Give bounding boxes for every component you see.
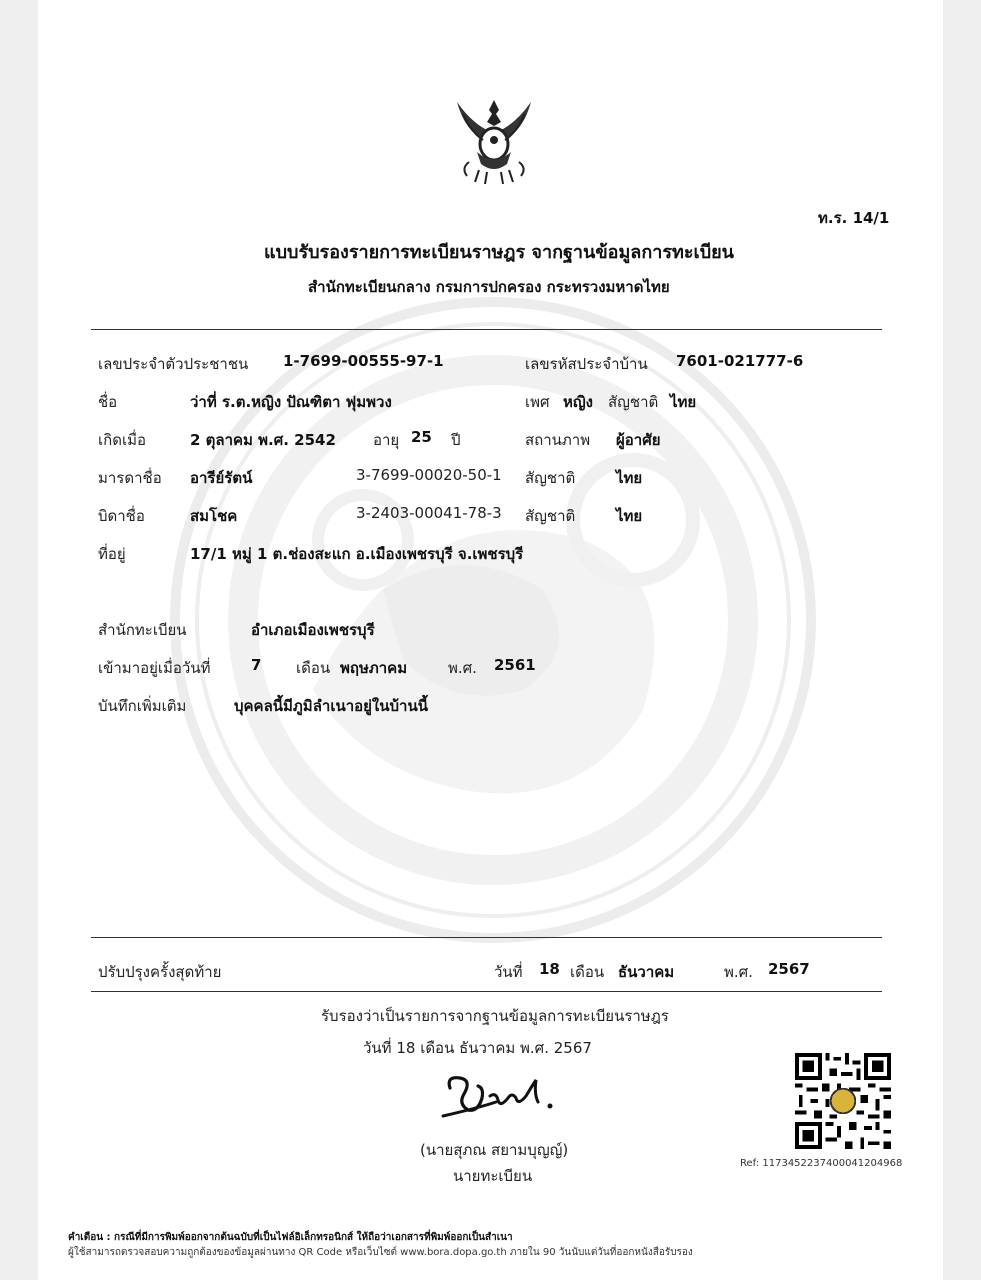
address-label: ที่อยู่ <box>98 545 126 563</box>
movein-day: 7 <box>251 656 262 674</box>
reference-number: Ref: 1173452237400041204968 <box>740 1158 903 1169</box>
movein-year-label: พ.ศ. <box>448 659 477 677</box>
divider-updated-bottom <box>91 991 882 992</box>
movein-month: พฤษภาคม <box>340 659 408 677</box>
document-sheet <box>38 0 943 1280</box>
movein-label: เข้ามาอยู่เมื่อวันที่ <box>98 659 211 677</box>
sex-label: เพศ <box>525 393 550 411</box>
warning-line1: คำเตือน : กรณีที่มีการพิมพ์ออกจากต้นฉบับที่เป็นไฟล์อิเล็กทรอนิกส์ ให้ถือว่าเอกสารที่พิมพ์ออกเป็นสำเนา <box>68 1232 513 1243</box>
form-code: ท.ร. 14/1 <box>818 209 890 227</box>
updated-day-label: วันที่ <box>494 963 523 981</box>
mother-name: อารีย์รัตน์ <box>190 469 253 487</box>
note-value: บุคคลนี้มีภูมิลำเนาอยู่ในบ้านนี้ <box>234 697 428 715</box>
father-nationality-value: ไทย <box>616 507 643 525</box>
name-label: ชื่อ <box>98 393 118 411</box>
address-value: 17/1 หมู่ 1 ต.ช่องสะแก อ.เมืองเพชรบุรี จ.เพชรบุรี <box>190 545 524 563</box>
nationality-value: ไทย <box>670 393 697 411</box>
birth-value: 2 ตุลาคม พ.ศ. 2542 <box>190 431 336 449</box>
registrar-signature <box>438 1068 578 1128</box>
registrar-title: นายทะเบียน <box>453 1167 533 1185</box>
garuda-emblem-icon <box>449 92 539 187</box>
nationality-label: สัญชาติ <box>608 393 659 411</box>
movein-month-label: เดือน <box>296 659 331 677</box>
mother-nationality-value: ไทย <box>616 469 643 487</box>
mother-nationality-label: สัญชาติ <box>525 469 576 487</box>
father-label: บิดาชื่อ <box>98 507 145 525</box>
registrar-name: (นายสุภณ สยามบุญญ์) <box>420 1141 569 1159</box>
birth-label: เกิดเมื่อ <box>98 431 146 449</box>
office-label: สำนักทะเบียน <box>98 621 187 639</box>
certify-line1: รับรองว่าเป็นรายการจากฐานข้อมูลการทะเบียนราษฎร <box>321 1007 669 1025</box>
father-nationality-label: สัญชาติ <box>525 507 576 525</box>
warning-line2: ผู้ใช้สามารถตรวจสอบความถูกต้องของข้อมูลผ่านทาง QR Code หรือเว็บไซต์ www.bora.dopa.go.th ภายใน 90 วันนับแต่วันที่ออกหนังสือรับรอง <box>68 1247 693 1258</box>
certify-line2: วันที่ 18 เดือน ธันวาคม พ.ศ. 2567 <box>363 1039 592 1057</box>
age-value: 25 <box>411 428 432 446</box>
sex-value: หญิง <box>563 393 593 411</box>
document-title: แบบรับรองรายการทะเบียนราษฎร จากฐานข้อมูลการทะเบียน <box>264 242 734 263</box>
updated-month-label: เดือน <box>570 963 605 981</box>
name-value: ว่าที่ ร.ต.หญิง ปัณฑิตา ฟุมพวง <box>190 393 392 411</box>
updated-year: 2567 <box>768 960 810 978</box>
movein-year: 2561 <box>494 656 536 674</box>
mother-label: มารดาชื่อ <box>98 469 162 487</box>
divider-top <box>91 329 882 330</box>
father-id: 3-2403-00041-78-3 <box>356 504 502 522</box>
house-code-value: 7601-021777-6 <box>676 352 804 370</box>
updated-label: ปรับปรุงครั้งสุดท้าย <box>98 963 222 981</box>
father-name: สมโชค <box>190 507 238 525</box>
status-value: ผู้อาศัย <box>616 431 661 449</box>
updated-day: 18 <box>539 960 560 978</box>
office-value: อำเภอเมืองเพชรบุรี <box>251 621 375 639</box>
age-unit: ปี <box>451 431 461 449</box>
divider-updated-top <box>91 937 882 938</box>
mother-id: 3-7699-00020-50-1 <box>356 466 502 484</box>
document-subtitle: สำนักทะเบียนกลาง กรมการปกครอง กระทรวงมหาดไทย <box>308 278 670 296</box>
age-label: อายุ <box>373 431 400 449</box>
note-label: บันทึกเพิ่มเติม <box>98 697 187 715</box>
id-label: เลขประจำตัวประชาชน <box>98 355 249 373</box>
updated-month: ธันวาคม <box>618 963 675 981</box>
updated-year-label: พ.ศ. <box>724 963 753 981</box>
house-code-label: เลขรหัสประจำบ้าน <box>525 355 648 373</box>
id-value: 1-7699-00555-97-1 <box>283 352 444 370</box>
status-label: สถานภาพ <box>525 431 591 449</box>
qr-code[interactable] <box>795 1053 891 1149</box>
